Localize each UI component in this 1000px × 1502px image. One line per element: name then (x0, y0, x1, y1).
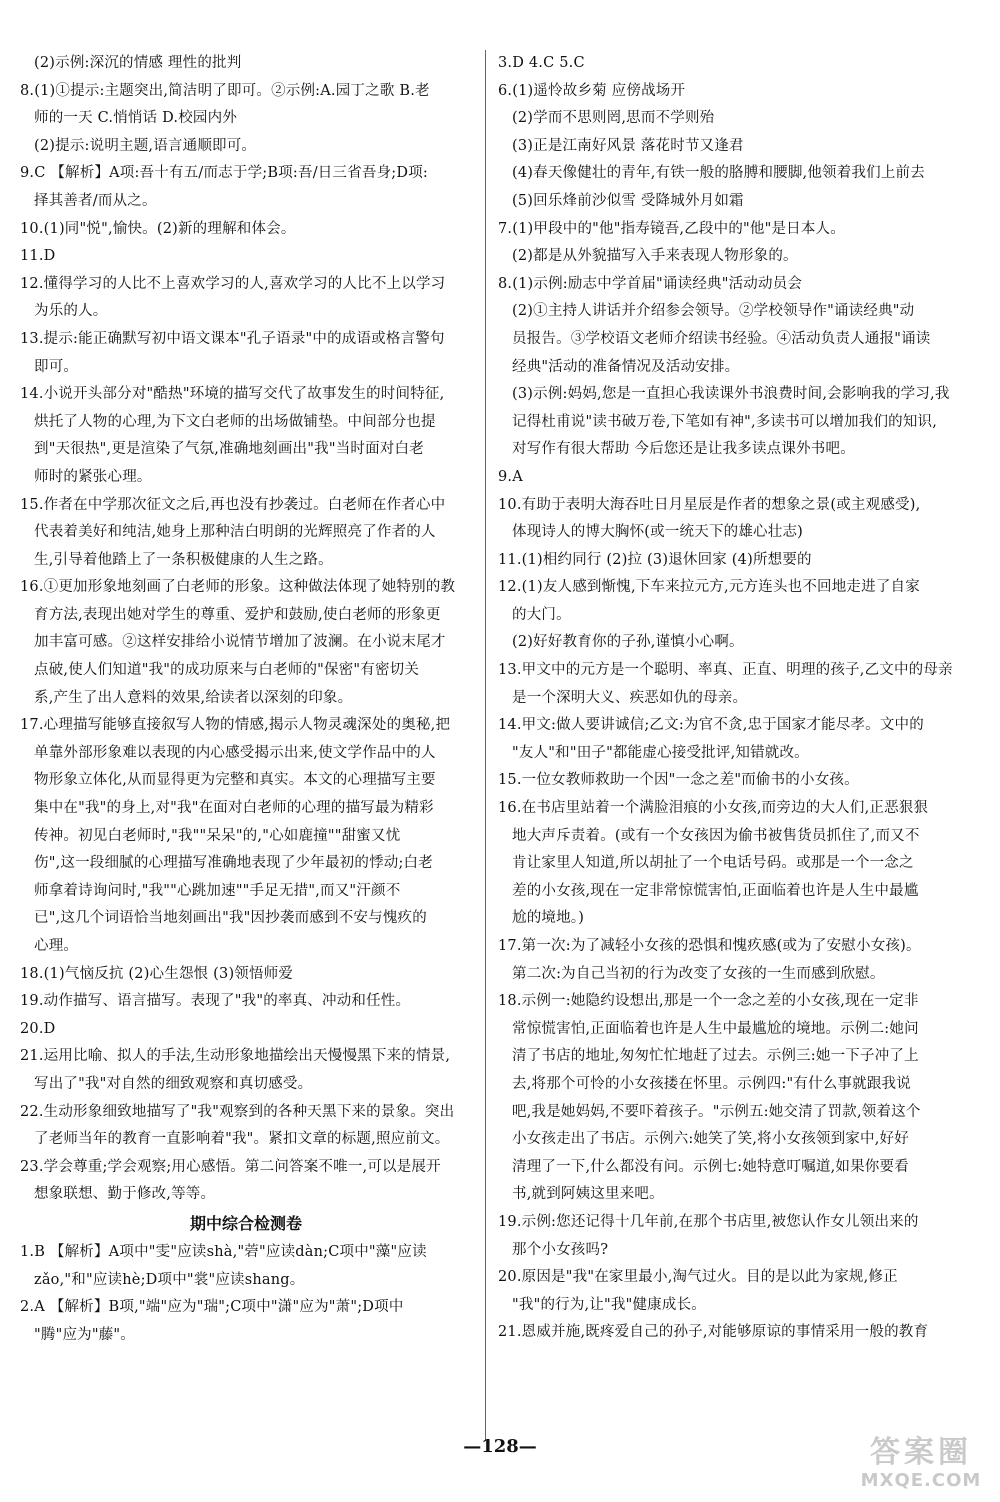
answer-line: 1.B 【解析】A项中"雯"应读shà,"菪"应读dàn;C项中"藻"应读 (20, 1243, 427, 1260)
watermark-logo (846, 1436, 996, 1496)
answer-line: 9.C 【解析】A项:吾十有五/而志于学;B项:吾/日三省吾身;D项: (20, 165, 428, 182)
answer-line: 13.提示:能正确默写初中语文课本"孔子语录"中的成语或格言警句 (20, 330, 445, 347)
answer-line: 10.有助于表明大海吞吐日月星辰是作者的想象之景(或主观感受), (498, 496, 921, 513)
answer-line: 育方法,表现出她对学生的尊重、爱护和鼓励,使白老师的形象更 (34, 606, 441, 623)
watermark-url: MXQE.COM (860, 1470, 982, 1491)
answer-line: "友人"和"田子"都能虚心接受批评,知错就改。 (512, 744, 809, 761)
answer-line: 师的一天 C.悄悄话 D.校园内外 (34, 110, 238, 127)
answer-line: 伤",这一段细腻的心理描写准确地表现了少年最初的悸动;白老 (34, 855, 433, 872)
answer-line: 11.D (20, 248, 56, 265)
answer-line: 18.示例一:她隐约设想出,那是一个一念之差的小女孩,现在一定非 (498, 993, 919, 1010)
answer-line: 的大门。 (512, 606, 571, 623)
answer-line: 15.一位女教师救助一个因"一念之差"而偷书的小女孩。 (498, 772, 859, 789)
answer-line: 肯让家里人知道,所以胡扯了一个电话号码。或那是一个一念之 (512, 855, 914, 872)
answer-line: 书,就到阿姨这里来吧。 (512, 1186, 664, 1203)
answer-line: 写出了"我"对自然的细致观察和真切感受。 (34, 1075, 313, 1092)
answer-line: (3)正是江南好风景 落花时节又逢君 (512, 137, 744, 154)
answer-line: 地大声斥责着。(或有一个女孩因为偷书被售货员抓住了,而又不 (512, 827, 920, 844)
answer-line: 物形象立体化,从而显得更为完整和真实。本文的心理描写主要 (34, 772, 436, 789)
answer-line: 19.示例:您还记得十几年前,在那个书店里,被您认作女儿领出来的 (498, 1213, 919, 1230)
answer-line: 吧,我是她妈妈,不要吓着孩子。"示例五:她交清了罚款,领着这个 (512, 1103, 921, 1120)
answer-line: 传神。初见白老师时,"我""呆呆"的,"心如鹿撞""甜蜜又忧 (34, 827, 401, 844)
answer-line: (2)①主持人讲话并介绍参会领导。②学校领导作"诵读经典"动 (512, 303, 915, 320)
answer-line: (2)提示:说明主题,语言通顺即可。 (34, 137, 257, 154)
answer-line: 15.作者在中学那次征文之后,再也没有抄袭过。白老师在作者心中 (20, 496, 446, 513)
answer-line: 17.心理描写能够直接叙写人物的情感,揭示人物灵魂深处的奥秘,把 (20, 717, 451, 734)
answer-line: 17.第一次:为了减轻小女孩的恐惧和愧疚感(或为了安慰小女孩)。 (498, 938, 921, 954)
column-divider (485, 50, 486, 1440)
answer-line: 23.学会尊重;学会观察;用心感悟。第二问答案不唯一,可以是展开 (20, 1158, 441, 1175)
answer-line: (2)学而不思则罔,思而不学则殆 (512, 110, 715, 127)
left-column (20, 50, 472, 1349)
answer-line: 了老师当年的教育一直影响着"我"。紧扣文章的标题,照应前文。 (34, 1131, 450, 1148)
answer-line: 师时的紧张心理。 (34, 468, 152, 485)
answer-line: 烘托了人物的心理,为下文白老师的出场做铺垫。中间部分也提 (34, 413, 436, 430)
answer-line: 集中在"我"的身上,对"我"在面对白老师的心理的描写最为精彩 (34, 800, 434, 817)
answer-line: 清了书店的地址,匆匆忙忙地赶了过去。示例三:她一下子冲了上 (512, 1048, 919, 1065)
answer-line: 心理。 (34, 938, 79, 954)
answer-line: 19.动作描写、语言描写。表现了"我"的率真、冲动和任性。 (20, 993, 411, 1010)
answer-line: 即可。 (34, 358, 79, 375)
watermark-text: 答案圈 (870, 1435, 972, 1470)
answer-line: 22.生动形象细致地描写了"我"观察到的各种天黑下来的景象。突出 (20, 1103, 455, 1120)
answer-line: 20.原因是"我"在家里最小,淘气过火。目的是以此为家规,修正 (498, 1269, 898, 1286)
answer-line: (5)回乐烽前沙似雪 受降城外月如霜 (512, 192, 744, 209)
answer-line: zǎo,"和"应读hè;D项中"裳"应读shang。 (34, 1271, 305, 1288)
right-column (498, 50, 960, 1347)
answer-line: 18.(1)气恼反抗 (2)心生怨恨 (3)领悟师爱 (20, 965, 294, 982)
answer-line: 清理了一下,什么都没有问。示例七:她特意叮嘱道,如果你要看 (512, 1158, 909, 1175)
answer-line: 记得杜甫说"读书破万卷,下笔如有神",多读书可以增加我们的知识, (512, 413, 938, 430)
answer-line: 6.(1)遥怜故乡菊 应傍战场开 (498, 82, 686, 99)
answer-line: (2)好好教育你的子孙,谨慎小心啊。 (512, 634, 744, 651)
answer-line: 员报告。③学校语文老师介绍读书经验。④活动负责人通报"诵读 (512, 330, 931, 347)
answer-line: 加丰富可感。②这样安排给小说情节增加了波澜。在小说末尾才 (34, 634, 446, 651)
answer-line: 常惊慌害怕,正面临着也许是人生中最尴尬的境地。示例二:她问 (512, 1020, 919, 1037)
answer-line: 8.(1)①提示:主题突出,简洁明了即可。②示例:A.园丁之歌 B.老 (20, 82, 430, 99)
answer-line: 第二次:为自己当初的行为改变了女孩的一生而感到欣慰。 (512, 965, 885, 982)
answer-line: 14.甲文:做人要讲诚信;乙文:为官不贪,忠于国家才能尽孝。文中的 (498, 717, 924, 734)
answer-line: 12.(1)友人感到惭愧,下车来拉元方,元方连头也不回地走进了自家 (498, 579, 920, 596)
answer-line: 20.D (20, 1020, 56, 1037)
section-heading: 期中综合检测卷 (189, 1213, 302, 1233)
answer-line: 想象联想、勤于修改,等等。 (34, 1186, 216, 1203)
answer-line: 7.(1)甲段中的"他"指寿镜吾,乙段中的"他"是日本人。 (498, 220, 845, 237)
answer-line: (2)示例:深沉的情感 理性的批判 (34, 55, 242, 71)
answer-line: 师拿着诗询问时,"我""心跳加速""手足无措",而又"汗颜不 (34, 882, 401, 899)
answer-line: (3)示例:妈妈,您是一直担心我读课外书浪费时间,会影响我的学习,我 (512, 386, 950, 403)
answer-line: 2.A 【解析】B项,"端"应为"瑞";C项中"潇"应为"萧";D项中 (20, 1299, 404, 1316)
answer-line: 14.小说开头部分对"酷热"环境的描写交代了故事发生的时间特征, (20, 386, 445, 403)
answer-line: 已",这几个词语恰当地刻画出"我"因抄袭而感到不安与愧疚的 (34, 910, 427, 927)
answer-line: 13.甲文中的元方是一个聪明、率真、正直、明理的孩子,乙文中的母亲 (498, 662, 953, 679)
answer-line: 16.在书店里站着一个满脸泪痕的小女孩,而旁边的大人们,正恶狠狠 (498, 800, 929, 817)
answer-line: 到"天很热",更是渲染了气氛,准确地刻画出"我"当时面对白老 (34, 441, 424, 458)
answer-line: 21.运用比喻、拟人的手法,生动形象地描绘出天慢慢黑下来的情景, (20, 1048, 451, 1065)
answer-line: (4)春天像健壮的青年,有铁一般的胳膊和腰脚,他领着我们上前去 (512, 165, 925, 182)
answer-line: 差的小女孩,现在一定非常惊慌害怕,正面临着也许是人生中最尴 (512, 882, 919, 899)
answer-line: 单靠外部形象难以表现的内心感受揭示出来,使文学作品中的人 (34, 744, 436, 761)
answer-line: 体现诗人的博大胸怀(或一统天下的雄心壮志) (512, 524, 804, 541)
answer-line: 点破,使人们知道"我"的成功原来与白老师的"保密"有密切关 (34, 662, 420, 679)
answer-line: 11.(1)相约同行 (2)拉 (3)退休回家 (4)所想要的 (498, 551, 812, 568)
answer-line: 8.(1)示例:励志中学首届"诵读经典"活动动员会 (498, 275, 803, 292)
answer-line: 那个小女孩吗? (512, 1241, 609, 1258)
answer-line: 尬的境地。) (512, 910, 585, 927)
answer-line: 12.懂得学习的人比不上喜欢学习的人,喜欢学习的人比不上以学习 (20, 275, 446, 292)
answer-line: 3.D 4.C 5.C (498, 55, 585, 71)
answer-line: 系,产生了出人意料的效果,给读者以深刻的印象。 (34, 689, 353, 706)
answer-line: 9.A (498, 468, 523, 485)
page-number: —128— (463, 1436, 537, 1457)
answer-line: 是一个深明大义、疾恶如仇的母亲。 (512, 689, 748, 706)
answer-line: 10.(1)同"悦",愉快。(2)新的理解和体会。 (20, 220, 296, 237)
answer-line: "我"的行为,让"我"健康成长。 (512, 1296, 706, 1313)
answer-line: 小女孩走出了书店。示例六:她笑了笑,将小女孩领到家中,好好 (512, 1131, 909, 1148)
answer-line: 代表着美好和纯洁,她身上那种洁白明朗的光辉照亮了作者的人 (34, 524, 436, 541)
answer-line: 对写作有很大帮助 今后您还是让我多读点课外书吧。 (512, 441, 855, 458)
answer-line: 为乐的人。 (34, 303, 108, 320)
answer-line: 21.恩威并施,既疼爱自己的孙子,对能够原谅的事情采用一般的教育 (498, 1324, 929, 1341)
answer-line: 去,将那个可怜的小女孩搂在怀里。示例四:"有什么事就跟我说 (512, 1075, 911, 1092)
answer-line: (2)都是从外貌描写入手来表现人物形象的。 (512, 248, 798, 265)
answer-line: "腾"应为"藤"。 (34, 1326, 135, 1343)
answer-line: 择其善者/而从之。 (34, 192, 157, 209)
answer-line: 16.①更加形象地刻画了白老师的形象。这种做法体现了她特别的教 (20, 579, 456, 596)
answer-line: 经典"活动的准备情况及活动安排。 (512, 358, 740, 375)
answer-line: 生,引导着他踏上了一条积极健康的人生之路。 (34, 551, 333, 568)
